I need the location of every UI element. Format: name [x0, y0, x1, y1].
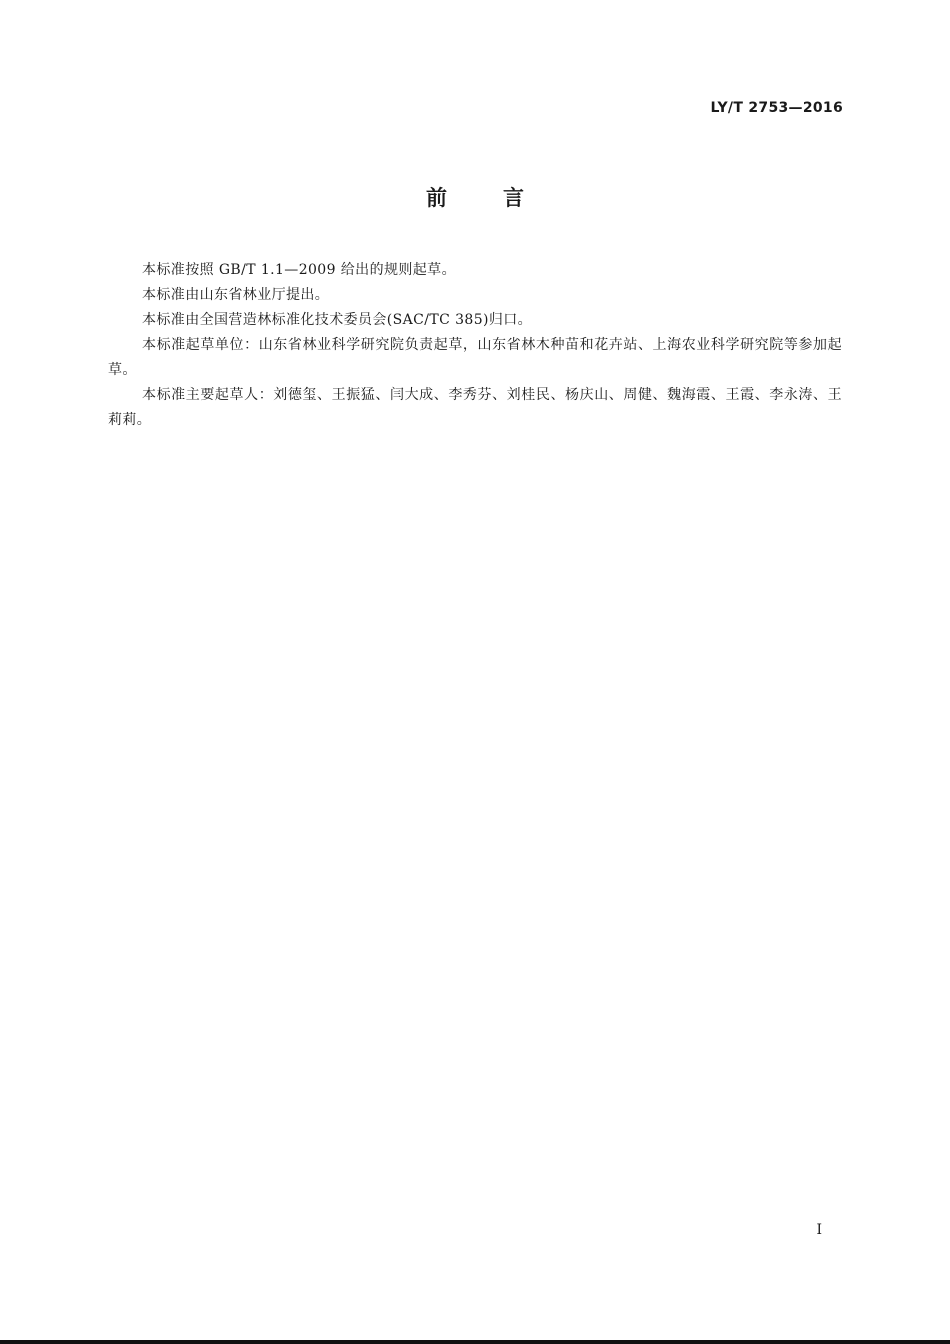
paragraph-administered-by: 本标准由全国营造林标准化技术委员会(SAC/TC 385)归口。	[142, 312, 533, 328]
bottom-rule	[0, 1340, 950, 1344]
standard-code: LY/T 2753—2016	[710, 100, 843, 116]
paragraph-drafting-rules: 本标准按照 GB/T 1.1—2009 给出的规则起草。	[142, 262, 456, 278]
body-text	[108, 258, 842, 433]
paragraph-drafting-units: 本标准起草单位：山东省林业科学研究院负责起草，山东省林木种苗和花卉站、上海农业科学研究院等参加起草。	[108, 337, 842, 378]
paragraph-proposed-by: 本标准由山东省林业厅提出。	[142, 287, 330, 303]
paragraph-drafters: 本标准主要起草人：刘德玺、王振猛、闫大成、李秀芬、刘桂民、杨庆山、周健、魏海霞、王霞、李永涛、王莉莉。	[108, 387, 842, 428]
page-title: 前言	[426, 186, 580, 210]
page-number: I	[816, 1222, 822, 1238]
